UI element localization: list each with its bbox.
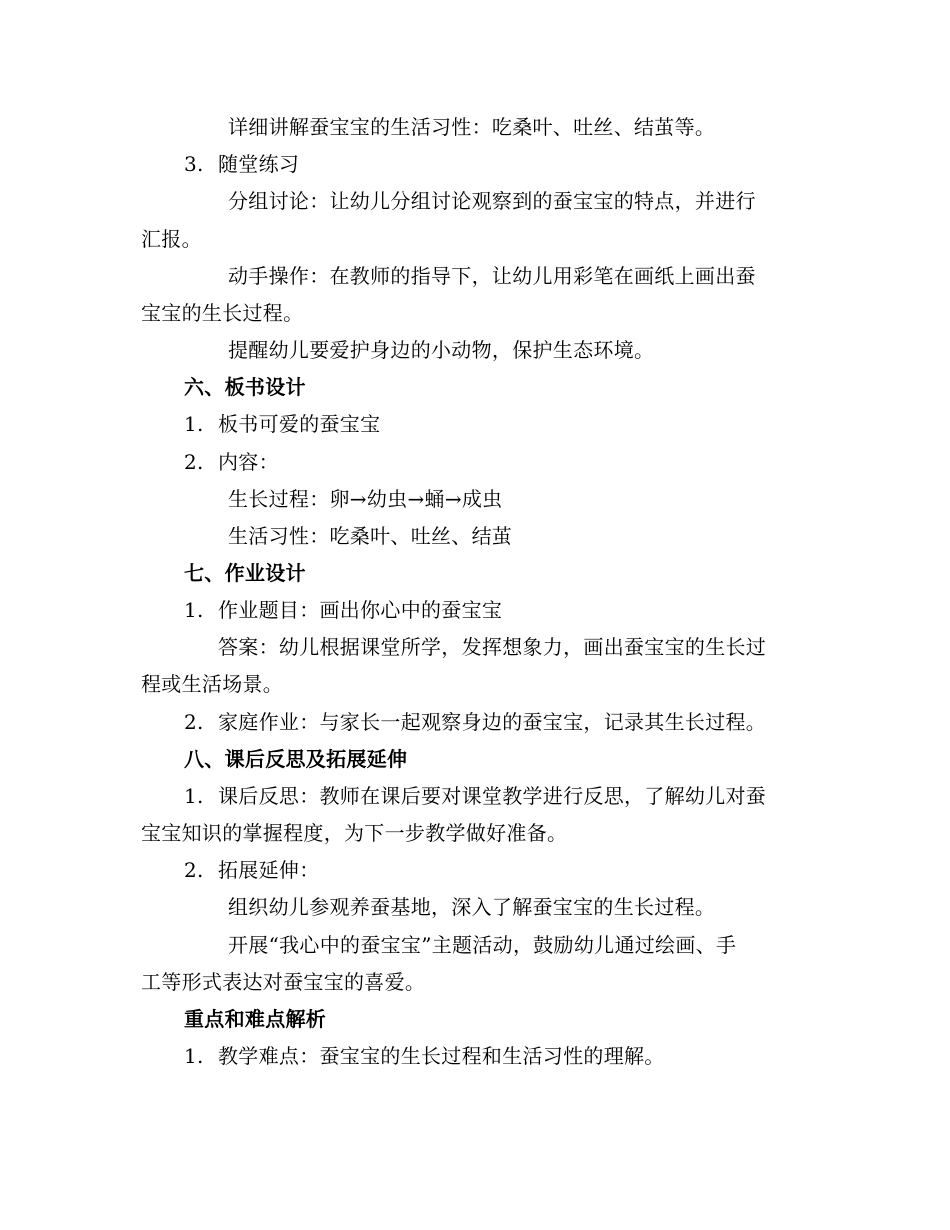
list-number: 1.	[184, 784, 204, 808]
list-item: 1. 板书可爱的蚕宝宝	[184, 412, 381, 436]
paragraph-line: 开展“我心中的蚕宝宝”主题活动，鼓励幼儿通过绘画、手	[228, 933, 737, 957]
section-heading-reflection: 八、课后反思及拓展延伸	[184, 747, 408, 771]
paragraph-line: 详细讲解蚕宝宝的生活习性：吃桑叶、吐丝、结茧等。	[228, 115, 716, 139]
list-number: 1.	[184, 1044, 204, 1068]
list-item: 2. 拓展延伸：	[184, 858, 320, 882]
paragraph-line: 组织幼儿参观养蚕基地，深入了解蚕宝宝的生长过程。	[228, 895, 716, 919]
section-heading-key-points: 重点和难点解析	[184, 1007, 327, 1031]
list-item-practice: 3. 随堂练习	[184, 152, 300, 176]
section-heading-blackboard: 六、板书设计	[184, 375, 306, 399]
list-number: 1.	[184, 598, 204, 622]
paragraph-line: 程或生活场景。	[141, 672, 284, 696]
paragraph-line: 动手操作：在教师的指导下，让幼儿用彩笔在画纸上画出蚕	[228, 264, 756, 288]
paragraph-line: 宝宝的生长过程。	[141, 301, 304, 325]
list-number: 2.	[184, 450, 204, 474]
paragraph-line: 汇报。	[141, 227, 202, 251]
list-number: 2.	[184, 858, 204, 882]
list-item: 2. 家庭作业：与家长一起观察身边的蚕宝宝，记录其生长过程。	[184, 710, 767, 734]
paragraph-line: 生活习性：吃桑叶、吐丝、结茧	[228, 524, 513, 548]
list-number: 2.	[184, 710, 204, 734]
paragraph-line: 宝宝知识的掌握程度，为下一步教学做好准备。	[141, 821, 568, 845]
list-item: 1. 教学难点：蚕宝宝的生长过程和生活习性的理解。	[184, 1044, 665, 1068]
list-item: 1. 作业题目：画出你心中的蚕宝宝	[184, 598, 503, 622]
list-item: 1. 课后反思：教师在课后要对课堂教学进行反思，了解幼儿对蚕	[184, 784, 767, 808]
paragraph-line: 提醒幼儿要爱护身边的小动物，保护生态环境。	[228, 338, 655, 362]
paragraph-line: 分组讨论：让幼儿分组讨论观察到的蚕宝宝的特点，并进行	[228, 189, 756, 213]
paragraph-line: 生长过程：卵→幼虫→蛹→成虫	[228, 487, 503, 511]
list-number: 1.	[184, 412, 204, 436]
list-number: 3.	[184, 152, 204, 176]
paragraph-line: 工等形式表达对蚕宝宝的喜爱。	[141, 970, 426, 994]
list-item: 2. 内容：	[184, 450, 279, 474]
paragraph-line: 答案：幼儿根据课堂所学，发挥想象力，画出蚕宝宝的生长过	[218, 635, 767, 659]
section-heading-homework: 七、作业设计	[184, 561, 306, 585]
